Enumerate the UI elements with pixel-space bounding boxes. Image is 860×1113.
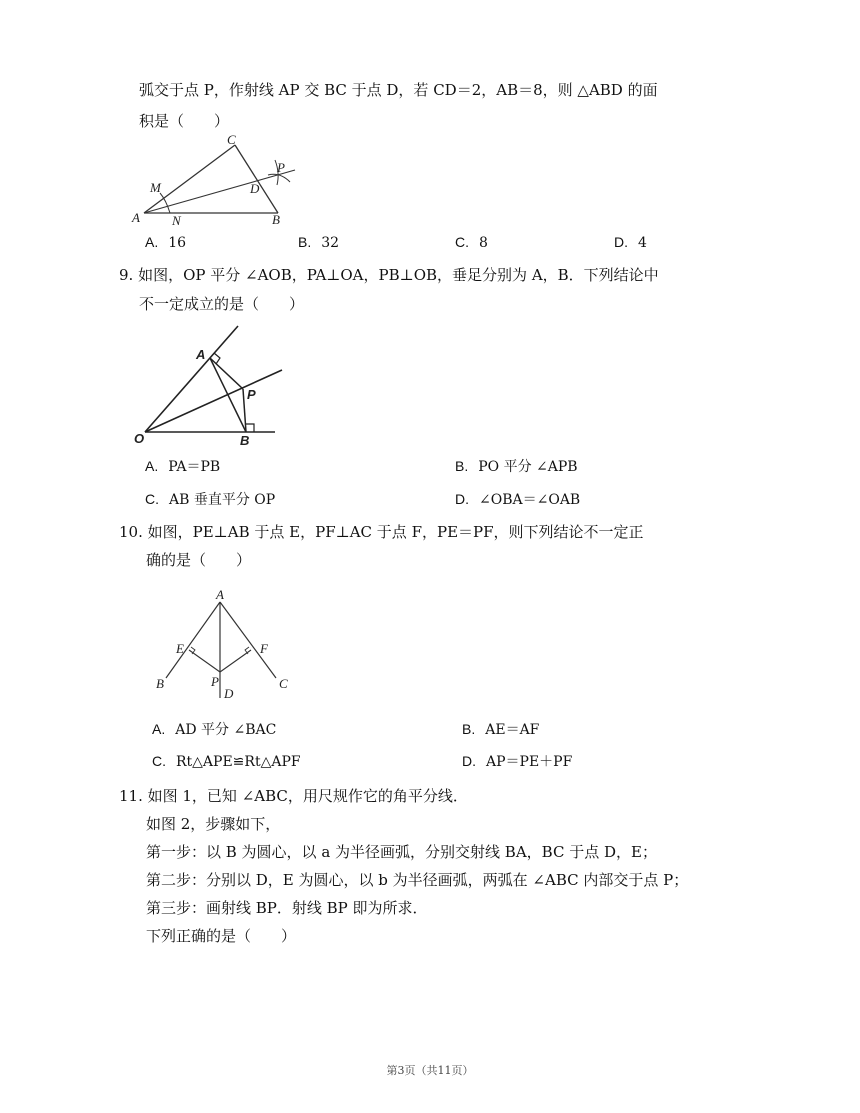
q8-option-d	[614, 233, 647, 252]
q10-stem-line2: 确的是（ ）	[146, 551, 252, 569]
q10-label-F: F	[260, 641, 268, 656]
q11-step1: 第一步：以 B 为圆心，以 a 为半径画弧，分别交射线 BA，BC 于点 D，E；	[146, 843, 657, 861]
q9-stem-line1: 9. 如图，OP 平分 ∠AOB，PA⊥OA，PB⊥OB，垂足分别为 A，B．下列结论中	[119, 266, 659, 284]
q10-label-C: C	[279, 676, 288, 691]
q9-option-d	[455, 490, 580, 509]
q8-label-D: D	[250, 181, 260, 196]
q10-option-b-text: AE＝AF	[485, 722, 540, 738]
q10-option-c	[152, 752, 301, 771]
q8-stem-line1: 弧交于点 P，作射线 AP 交 BC 于点 D，若 CD＝2，AB＝8，则 △ABD 的面	[139, 81, 658, 99]
q9-figure	[130, 318, 290, 448]
q10-option-a-label: A.	[152, 721, 166, 737]
q8-label-M: M	[150, 180, 161, 195]
q9-label-A: A	[196, 347, 206, 362]
q8-option-b-text: 32	[321, 235, 340, 251]
q8-option-a-text: 16	[168, 235, 187, 251]
q8-option-b	[298, 233, 339, 252]
q11-stem-question: 下列正确的是（ ）	[146, 927, 297, 945]
q10-label-D: D	[224, 686, 234, 701]
q9-label-B: B	[240, 433, 250, 448]
q9-label-P: P	[247, 387, 256, 402]
q9-option-a	[145, 457, 220, 476]
q8-option-b-label: B.	[298, 234, 312, 250]
q10-option-c-label: C.	[152, 753, 166, 769]
q10-option-a-text: AD 平分 ∠BAC	[175, 722, 277, 738]
q10-option-d	[462, 752, 572, 771]
q8-option-d-text: 4	[638, 235, 647, 251]
q8-label-B: B	[272, 212, 280, 227]
q9-option-c-label: C.	[145, 491, 159, 507]
q8-option-c-text: 8	[479, 235, 488, 251]
q11-stem-line1: 11. 如图 1，已知 ∠ABC，用尺规作它的角平分线．	[119, 787, 468, 805]
q8-stem-line2: 积是（ ）	[139, 112, 230, 130]
q9-option-a-label: A.	[145, 458, 159, 474]
q10-option-c-text: Rt△APE≌Rt△APF	[176, 754, 301, 770]
q9-option-c-text: AB 垂直平分 OP	[169, 492, 276, 508]
q8-option-a-label: A.	[145, 234, 159, 250]
q8-label-C: C	[227, 132, 236, 147]
q9-label-O: O	[134, 431, 145, 446]
q8-label-N: N	[172, 213, 181, 228]
q10-option-a	[152, 720, 276, 739]
q10-label-P: P	[211, 674, 219, 689]
q9-option-d-label: D.	[455, 491, 469, 507]
q10-stem-line1: 10. 如图，PE⊥AB 于点 E，PF⊥AC 于点 F，PE＝PF，则下列结论不一定正	[119, 523, 644, 541]
page-footer: 第3页（共11页）	[386, 1064, 474, 1077]
q10-label-E: E	[176, 641, 184, 656]
q10-option-b-label: B.	[462, 721, 476, 737]
q9-option-b-label: B.	[455, 458, 469, 474]
q9-option-b	[455, 457, 578, 476]
q8-label-A: A	[132, 210, 140, 225]
q8-label-P: P	[277, 160, 285, 175]
q8-option-d-label: D.	[614, 234, 628, 250]
q9-stem-line2: 不一定成立的是（ ）	[139, 295, 305, 313]
q11-step3: 第三步：画射线 BP．射线 BP 即为所求．	[146, 899, 428, 917]
q8-option-c	[455, 233, 488, 252]
q9-option-c	[145, 490, 275, 509]
q10-figure	[150, 588, 295, 703]
q8-option-a	[145, 233, 186, 252]
q10-option-d-label: D.	[462, 753, 476, 769]
q10-label-A: A	[216, 588, 224, 602]
q11-step2: 第二步：分别以 D，E 为圆心，以 b 为半径画弧，两弧在 ∠ABC 内部交于点 P；	[146, 871, 689, 889]
q9-option-a-text: PA＝PB	[168, 459, 221, 475]
q9-option-b-text: PO 平分 ∠APB	[478, 459, 578, 475]
q8-figure	[130, 130, 310, 230]
q10-label-B: B	[156, 676, 164, 691]
q9-option-d-text: ∠OBA＝∠OAB	[479, 492, 581, 508]
q11-stem-line2: 如图 2，步骤如下，	[146, 815, 281, 833]
q10-option-d-text: AP＝PE＋PF	[486, 754, 573, 770]
q10-option-b	[462, 720, 539, 739]
q8-option-c-label: C.	[455, 234, 469, 250]
